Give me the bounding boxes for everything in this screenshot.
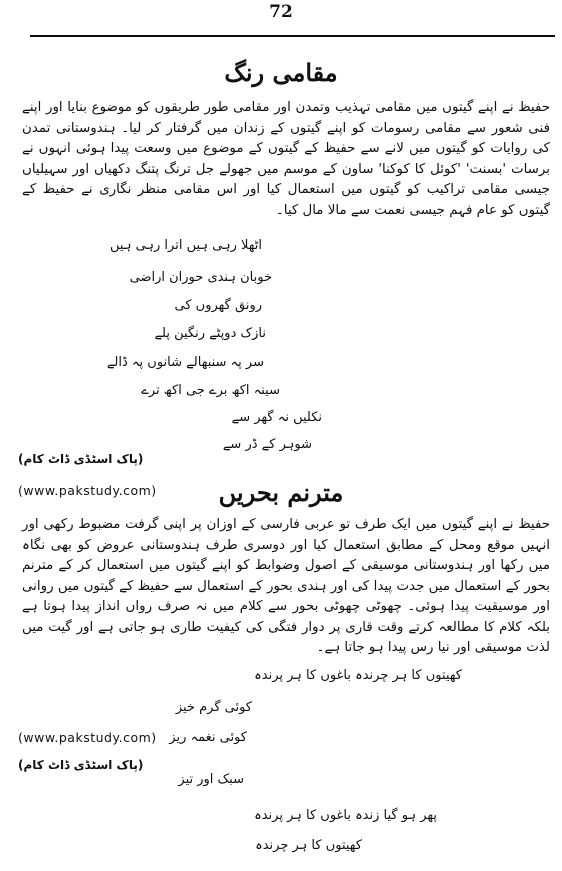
verse-line-3: رونق گھروں کی xyxy=(174,298,262,313)
verse2-line-3: کوئی نغمہ ریز xyxy=(169,730,247,745)
header-rule xyxy=(30,35,555,37)
verse-line-2: خوبان ہندی حوران اراضی xyxy=(129,270,272,285)
verse-line-7: نکلیں نہ گھر سے xyxy=(231,410,322,425)
verse-line-4: نازک دوپٹے رنگین پلے xyxy=(154,326,266,341)
section-heading-local-color: مقامی رنگ xyxy=(224,58,338,87)
verse-line-1: اٹھلا رہی ہیں اترا رہی ہیں xyxy=(110,238,262,253)
watermark-url-2: (www.pakstudy.com) xyxy=(18,730,157,745)
paragraph-melodic-meters: حفیظ نے اپنے گیتوں میں ایک طرف تو عربی فارسی کے اوزان پر اپنی گرفت مضبوط رکھی اور انہیں موقع ومحل کے مطابق استعمال کیا اور دوسری طرف ہندوستانی عروض کو بھی نگاہ میں رکھا اور ہندوستانی موسیقی کے اصول وضوابط کو اپنے گیتوں میں استعمال کر کے مترنم بحور کے استعمال میں جدت پیدا کی اور ہندی بحور کے استعمال سے حفیظ کے گیتوں میں روانی اور موسیقیت پیدا ہوئی۔ چھوٹی چھوٹی بحور سے کلام میں نہ صرف رواں انداز پیدا ہوتا ہے بلکہ کلام کا مطالعہ کرتے وقت قاری پر دوار فتگی کی کیفیت طاری ہو جاتی ہے اور گیت میں لذت موسیقی اور نیا رس پیدا ہو جاتا ہے۔ xyxy=(22,517,550,655)
watermark-urdu-2: (پاک اسٹڈی ڈاٹ کام) xyxy=(18,758,144,772)
section-heading-melodic-meters: مترنم بحریں xyxy=(218,478,344,507)
verse2-line-2: کوئی گرم خیز xyxy=(175,700,252,715)
watermark-url-1: (www.pakstudy.com) xyxy=(18,483,157,498)
verse2-line-5: پھر ہو گیا زندہ باغوں کا ہر پرندہ xyxy=(254,808,437,823)
verse2-line-4: سبک اور تیز xyxy=(178,772,244,787)
verse-line-5: سر پہ سنبھالے شانوں پہ ڈالے xyxy=(106,355,264,370)
verse-line-8: شوہر کے ڈر سے xyxy=(222,437,312,452)
verse-line-6: سینہ اکھ برے جی اکھ ترے xyxy=(141,383,280,398)
page-number: 72 xyxy=(269,2,293,22)
paragraph-local-color: حفیظ نے اپنے گیتوں میں مقامی تہذیب وتمدن اور مقامی طور طریقوں کو موضوع بنایا اور اپنے فنی شعور سے مقامی رسومات کو اپنے گیتوں کے زندان میں گرفتار کر لیا۔ ہندوستانی تمدن کی روایات کو گیتوں میں لانے سے حفیظ کے گیتوں کے موضوع میں وسعت پیدا ہوئی انہوں نے برسات 'بسنت' 'کوئل کا کوکنا' ساون کے موسم میں جھولے جل ترنگ پتنگ دکھیاں اور سہیلیاں جیسی مقامی تراکیب کو گیتوں میں استعمال کیا اور اس مقامی منظر نگاری نے حفیظ کے گیتوں کو عام فہم جیسی نعمت سے مالا مال کیا۔ xyxy=(22,100,550,218)
watermark-urdu-1: (پاک اسٹڈی ڈاٹ کام) xyxy=(18,452,144,466)
verse2-line-6: کھیتوں کا ہر چرندہ xyxy=(255,838,362,853)
verse2-line-1: کھیتوں کا ہر چرندہ باغوں کا ہر پرندہ xyxy=(254,668,462,683)
